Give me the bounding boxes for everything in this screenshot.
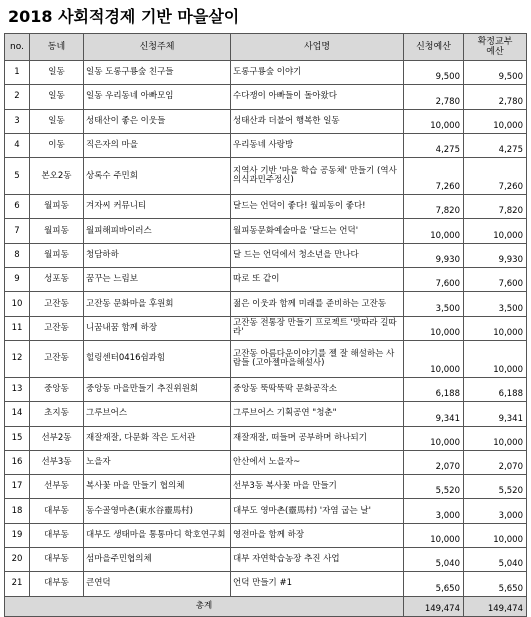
budget-table: [4, 33, 527, 617]
cell-granted: 9,500: [464, 61, 527, 85]
cell-dong: 선부3동: [30, 450, 84, 474]
total-granted: 149,474: [464, 596, 527, 616]
cell-no: 13: [5, 377, 30, 401]
cell-project: 대부도 영마촌(靈馬村) '자염 굽는 날': [231, 499, 404, 523]
cell-project: 따로 또 같이: [231, 268, 404, 292]
cell-granted: 3,000: [464, 499, 527, 523]
cell-project: 안산에서 노을자~: [231, 450, 404, 474]
cell-applicant: 상록수 주민회: [84, 158, 231, 195]
cell-dong: 월피동: [30, 243, 84, 267]
total-label: 총계: [5, 596, 404, 616]
table-row: [5, 548, 527, 572]
cell-granted: 7,820: [464, 195, 527, 219]
cell-no: 7: [5, 219, 30, 243]
cell-applicant: 복사꽃 마을 만들기 협의체: [84, 475, 231, 499]
cell-requested: 9,930: [404, 243, 464, 267]
cell-applicant: 성태산이 좋은 이웃들: [84, 109, 231, 133]
cell-granted: 7,600: [464, 268, 527, 292]
cell-no: 15: [5, 426, 30, 450]
cell-dong: 고잔동: [30, 292, 84, 316]
cell-dong: 고잔동: [30, 316, 84, 340]
cell-project: 언덕 만들기 #1: [231, 572, 404, 596]
table-row: [5, 475, 527, 499]
cell-applicant: 겨자씨 커뮤니티: [84, 195, 231, 219]
cell-requested: 5,650: [404, 572, 464, 596]
cell-project: 수다쟁이 아빠들이 돌아왔다: [231, 85, 404, 109]
cell-requested: 5,040: [404, 548, 464, 572]
cell-dong: 고잔동: [30, 340, 84, 377]
cell-applicant: 그루브어스: [84, 402, 231, 426]
table-row: [5, 499, 527, 523]
cell-no: 21: [5, 572, 30, 596]
cell-requested: 7,820: [404, 195, 464, 219]
cell-requested: 2,780: [404, 85, 464, 109]
cell-requested: 7,600: [404, 268, 464, 292]
cell-applicant: 동수골영마촌(東水谷靈馬村): [84, 499, 231, 523]
cell-no: 11: [5, 316, 30, 340]
cell-granted: 5,650: [464, 572, 527, 596]
cell-applicant: 재잘재잘, 다문화 작은 도서관: [84, 426, 231, 450]
cell-requested: 3,500: [404, 292, 464, 316]
cell-applicant: 니꿈내꿈 함께 하장: [84, 316, 231, 340]
cell-granted: 10,000: [464, 316, 527, 340]
table-row: [5, 572, 527, 596]
cell-applicant: 청담하하: [84, 243, 231, 267]
table-row: [5, 292, 527, 316]
table-row: [5, 450, 527, 474]
cell-dong: 일동: [30, 109, 84, 133]
cell-project: 중앙동 뚝딱뚝딱 문화공작소: [231, 377, 404, 401]
cell-applicant: 대부도 생태마을 통통마디 학호연구회: [84, 523, 231, 547]
cell-dong: 성포동: [30, 268, 84, 292]
cell-project: 성태산과 더불어 행복한 일동: [231, 109, 404, 133]
cell-granted: 10,000: [464, 109, 527, 133]
cell-no: 5: [5, 158, 30, 195]
cell-dong: 대부동: [30, 572, 84, 596]
cell-applicant: 노을자: [84, 450, 231, 474]
cell-dong: 월피동: [30, 195, 84, 219]
page-title: 2018 사회적경제 기반 마을살이: [8, 7, 240, 26]
cell-project: 우리동네 사랑방: [231, 133, 404, 157]
cell-granted: 9,930: [464, 243, 527, 267]
table-row: [5, 402, 527, 426]
cell-granted: 10,000: [464, 426, 527, 450]
table-row: [5, 219, 527, 243]
cell-project: 영전마을 함께 하장: [231, 523, 404, 547]
cell-project: 그루브어스 기획공연 "청춘": [231, 402, 404, 426]
cell-granted: 3,500: [464, 292, 527, 316]
table-row: [5, 133, 527, 157]
table-row: [5, 268, 527, 292]
cell-project: 도롱구룡숲 이야기: [231, 61, 404, 85]
cell-project: 젊은 이웃과 함께 미래를 준비하는 고잔동: [231, 292, 404, 316]
cell-dong: 일동: [30, 61, 84, 85]
cell-granted: 7,260: [464, 158, 527, 195]
cell-no: 6: [5, 195, 30, 219]
table-row: [5, 426, 527, 450]
cell-no: 8: [5, 243, 30, 267]
table-row: [5, 340, 527, 377]
cell-requested: 2,070: [404, 450, 464, 474]
cell-granted: 2,070: [464, 450, 527, 474]
cell-requested: 10,000: [404, 340, 464, 377]
header-dong: 동네: [30, 34, 84, 61]
cell-dong: 중앙동: [30, 377, 84, 401]
cell-applicant: 일동 도롱구룡숲 친구들: [84, 61, 231, 85]
cell-applicant: 꿈꾸는 느림보: [84, 268, 231, 292]
table-row: [5, 195, 527, 219]
table-row: [5, 523, 527, 547]
cell-project: 고잔동 전통장 만들기 프로젝트 '맛따라 길따라': [231, 316, 404, 340]
table-row: [5, 316, 527, 340]
cell-no: 1: [5, 61, 30, 85]
cell-requested: 10,000: [404, 523, 464, 547]
cell-no: 18: [5, 499, 30, 523]
cell-granted: 5,520: [464, 475, 527, 499]
cell-applicant: 직은자의 마을: [84, 133, 231, 157]
cell-no: 3: [5, 109, 30, 133]
cell-applicant: 고잔동 문화마을 후원회: [84, 292, 231, 316]
cell-dong: 선부동: [30, 475, 84, 499]
cell-no: 19: [5, 523, 30, 547]
cell-applicant: 힐링센터0416쉼과힘: [84, 340, 231, 377]
header-requested: 신청예산: [404, 34, 464, 61]
cell-applicant: 큰연덕: [84, 572, 231, 596]
cell-no: 16: [5, 450, 30, 474]
header-applicant: 신청주체: [84, 34, 231, 61]
cell-granted: 9,341: [464, 402, 527, 426]
table-row: [5, 377, 527, 401]
cell-project: 지역사 기반 '마을 학습 공동체' 만들기 (역사의식과민주정신): [231, 158, 404, 195]
cell-applicant: 중앙동 마을만들기 추진위원회: [84, 377, 231, 401]
cell-dong: 대부동: [30, 548, 84, 572]
cell-no: 20: [5, 548, 30, 572]
cell-applicant: 일동 우리동네 아빠모임: [84, 85, 231, 109]
cell-requested: 4,275: [404, 133, 464, 157]
cell-requested: 10,000: [404, 426, 464, 450]
table-row: [5, 61, 527, 85]
table-row: [5, 85, 527, 109]
cell-dong: 이동: [30, 133, 84, 157]
cell-requested: 9,500: [404, 61, 464, 85]
cell-requested: 10,000: [404, 316, 464, 340]
cell-requested: 10,000: [404, 109, 464, 133]
cell-dong: 대부동: [30, 523, 84, 547]
total-row: [5, 596, 527, 616]
cell-granted: 10,000: [464, 340, 527, 377]
cell-granted: 10,000: [464, 219, 527, 243]
cell-granted: 6,188: [464, 377, 527, 401]
cell-requested: 6,188: [404, 377, 464, 401]
header-project: 사업명: [231, 34, 404, 61]
cell-no: 14: [5, 402, 30, 426]
cell-project: 대부 자연학습농장 추진 사업: [231, 548, 404, 572]
cell-no: 4: [5, 133, 30, 157]
header-row: [5, 34, 527, 61]
cell-dong: 대부동: [30, 499, 84, 523]
header-no: no.: [5, 34, 30, 61]
header-granted: 확정교부 예산: [464, 34, 527, 61]
cell-requested: 9,341: [404, 402, 464, 426]
cell-project: 고잔동 아름다운이야기를 젤 잘 해설하는 사람들 (고아젤마을해설사): [231, 340, 404, 377]
cell-granted: 10,000: [464, 523, 527, 547]
cell-granted: 4,275: [464, 133, 527, 157]
cell-project: 달 드는 언덕에서 청소년을 만나다: [231, 243, 404, 267]
cell-dong: 월피동: [30, 219, 84, 243]
cell-requested: 3,000: [404, 499, 464, 523]
cell-no: 10: [5, 292, 30, 316]
cell-project: 재잘재잘, 떠들며 공부하며 하나되기: [231, 426, 404, 450]
cell-project: 선부3동 복사꽃 마을 만들기: [231, 475, 404, 499]
table-row: [5, 158, 527, 195]
cell-applicant: 섬마을주민협의체: [84, 548, 231, 572]
table-row: [5, 109, 527, 133]
table-row: [5, 243, 527, 267]
cell-no: 12: [5, 340, 30, 377]
cell-requested: 7,260: [404, 158, 464, 195]
cell-applicant: 월피해피바이러스: [84, 219, 231, 243]
cell-no: 2: [5, 85, 30, 109]
cell-granted: 5,040: [464, 548, 527, 572]
cell-project: 월피동문화예술마을 '달드는 언덕': [231, 219, 404, 243]
cell-dong: 초지동: [30, 402, 84, 426]
cell-dong: 일동: [30, 85, 84, 109]
total-requested: 149,474: [404, 596, 464, 616]
cell-requested: 10,000: [404, 219, 464, 243]
cell-granted: 2,780: [464, 85, 527, 109]
cell-project: 달드는 언덕이 좋다! 월피동이 좋다!: [231, 195, 404, 219]
cell-dong: 선부2동: [30, 426, 84, 450]
cell-dong: 본오2동: [30, 158, 84, 195]
cell-no: 9: [5, 268, 30, 292]
cell-requested: 5,520: [404, 475, 464, 499]
cell-no: 17: [5, 475, 30, 499]
